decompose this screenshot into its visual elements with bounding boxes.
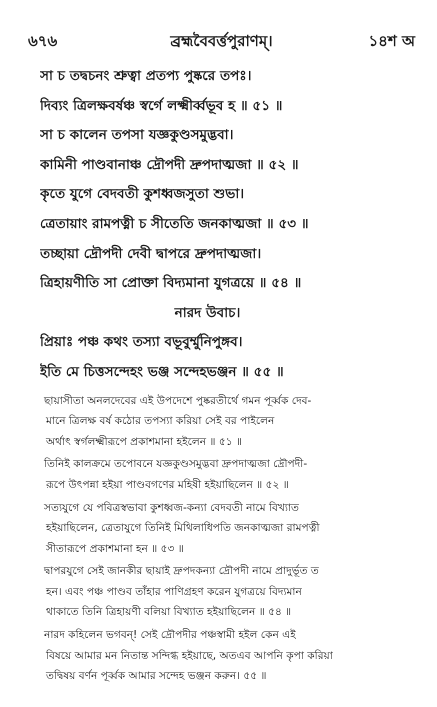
text-line: দ্বাপরযুগে সেই জানকীর ছায়াই দ্রুপদকন্যা দ্রৌপদী নামে প্রাদুর্ভূত ত [44, 565, 319, 578]
text-line: ছায়াসীতা অনলদেবের এই উপদেশে পুষ্করতীর্থে গমন পূর্ব্বক দেব- [44, 394, 312, 407]
verse-line: প্রিয়াঃ পঞ্চ কথং তস্যা বভূবুর্ম্মুনিপুঙ্গব। [40, 334, 243, 351]
text-line: সীতারূপে প্রকাশমানা হন ॥ ৫৩ ॥ [46, 542, 184, 555]
text-line: নারদ কহিলেন ভগবন্! সেই দ্রৌপদীর পঞ্চস্বামী হইল কেন এই [44, 629, 296, 642]
bengali-commentary [28, 391, 415, 687]
chapter-label: ১৪শ অ [368, 32, 415, 50]
verse-line: সা চ তদ্বচনং শ্রুত্বা প্রতপ্য পুষ্করে তপঃ। [40, 68, 252, 84]
verse-line: ইতি মে চিত্তসন্দেহং ভঞ্জ সন্দেহভঞ্জন ॥ ৫৫ ॥ [40, 363, 284, 380]
verse-line: দিব্যং ত্রিলক্ষবর্ষঞ্চ স্বর্গে লক্ষ্মীর্ব্বভূব হ ॥ ৫১ ॥ [40, 97, 283, 114]
commentary-paragraph [30, 454, 415, 495]
book-title: ব্রহ্মবৈবর্ত্তপুরাণম্। [170, 32, 273, 50]
text-line: হইয়াছিলেন, ত্রেতাযুগে তিনিই মিথিলাধিপতি জনকাত্মজা রামপত্নী [46, 522, 320, 535]
commentary-paragraph [30, 498, 415, 560]
verse-line: সা চ কালেন তপসা যজ্ঞকুণ্ডসমুদ্ভবা। [40, 127, 234, 144]
commentary-paragraph [30, 561, 415, 623]
page-header [28, 30, 415, 54]
verse-line: তচ্ছায়া দ্রৌপদী দেবী দ্বাপরে দ্রুপদাত্মজা। [40, 245, 262, 262]
text-line: মানে ত্রিলক্ষ বর্ষ কঠোর তপস্যা করিয়া সেই বর পাইলেন [46, 415, 275, 428]
text-line: হন। এবং পঞ্চ পাণ্ডব তাঁহার পাণিগ্রহণ করেন যুগত্রয়ে বিদ্যমান [46, 585, 302, 598]
commentary-paragraph [30, 391, 415, 453]
text-line: অর্থাৎ স্বর্গলক্ষ্মীরূপে প্রকাশমানা হইলেন ॥ ৫১ ॥ [46, 435, 242, 448]
sanskrit-verses [28, 62, 415, 388]
page-number: ৬৭৬ [28, 32, 58, 50]
commentary-paragraph [30, 625, 415, 687]
text-line: সত্যযুগে যে পবিত্রস্বভাবা কুশধ্বজ-কন্যা বেদবতী নামে বিখ্যাত [44, 501, 299, 514]
text-line: রূপে উৎপন্না হইয়া পাণ্ডবগণের মহিষী হইয়াছিলেন ॥ ৫২ ॥ [46, 478, 289, 491]
text-line: তদ্বিষয় বর্ণন পূর্ব্বক আমার সন্দেহ ভঞ্জন করুন। ৫৫ ॥ [46, 670, 267, 683]
text-line: তিনিই কালক্রমে তপোবনে যজ্ঞকুণ্ডসমুদ্ভবা দ্রুপদাত্মজা দ্রৌপদী- [44, 458, 308, 471]
text-line: বিষয়ে আমার মন নিতান্ত সন্দিগ্ধ হইয়াছে, অতএব আপনি কৃপা করিয়া [46, 649, 333, 662]
speaker-heading: নারদ উবাচ। [174, 304, 241, 321]
verse-line: ত্রিহায়ণীতি সা প্রোক্তা বিদ্যমানা যুগত্রয়ে ॥ ৫৪ ॥ [40, 275, 302, 292]
verse-line: ত্রেতায়াং রামপত্নী চ সীতেতি জনকাত্মজা ॥ ৫৩ ॥ [40, 215, 309, 232]
text-line: থাকাতে তিনি ত্রিহায়ণী বলিয়া বিখ্যাত হইয়াছিলেন ॥ ৫৪ ॥ [46, 606, 292, 619]
verse-line: কৃতে যুগে বেদবতী কুশধ্বজসুতা শুভা। [40, 186, 245, 203]
verse-line: কামিনী পাণ্ডবানাঞ্চ দ্রৌপদী দ্রুপদাত্মজা ॥ ৫২ ॥ [40, 156, 299, 173]
